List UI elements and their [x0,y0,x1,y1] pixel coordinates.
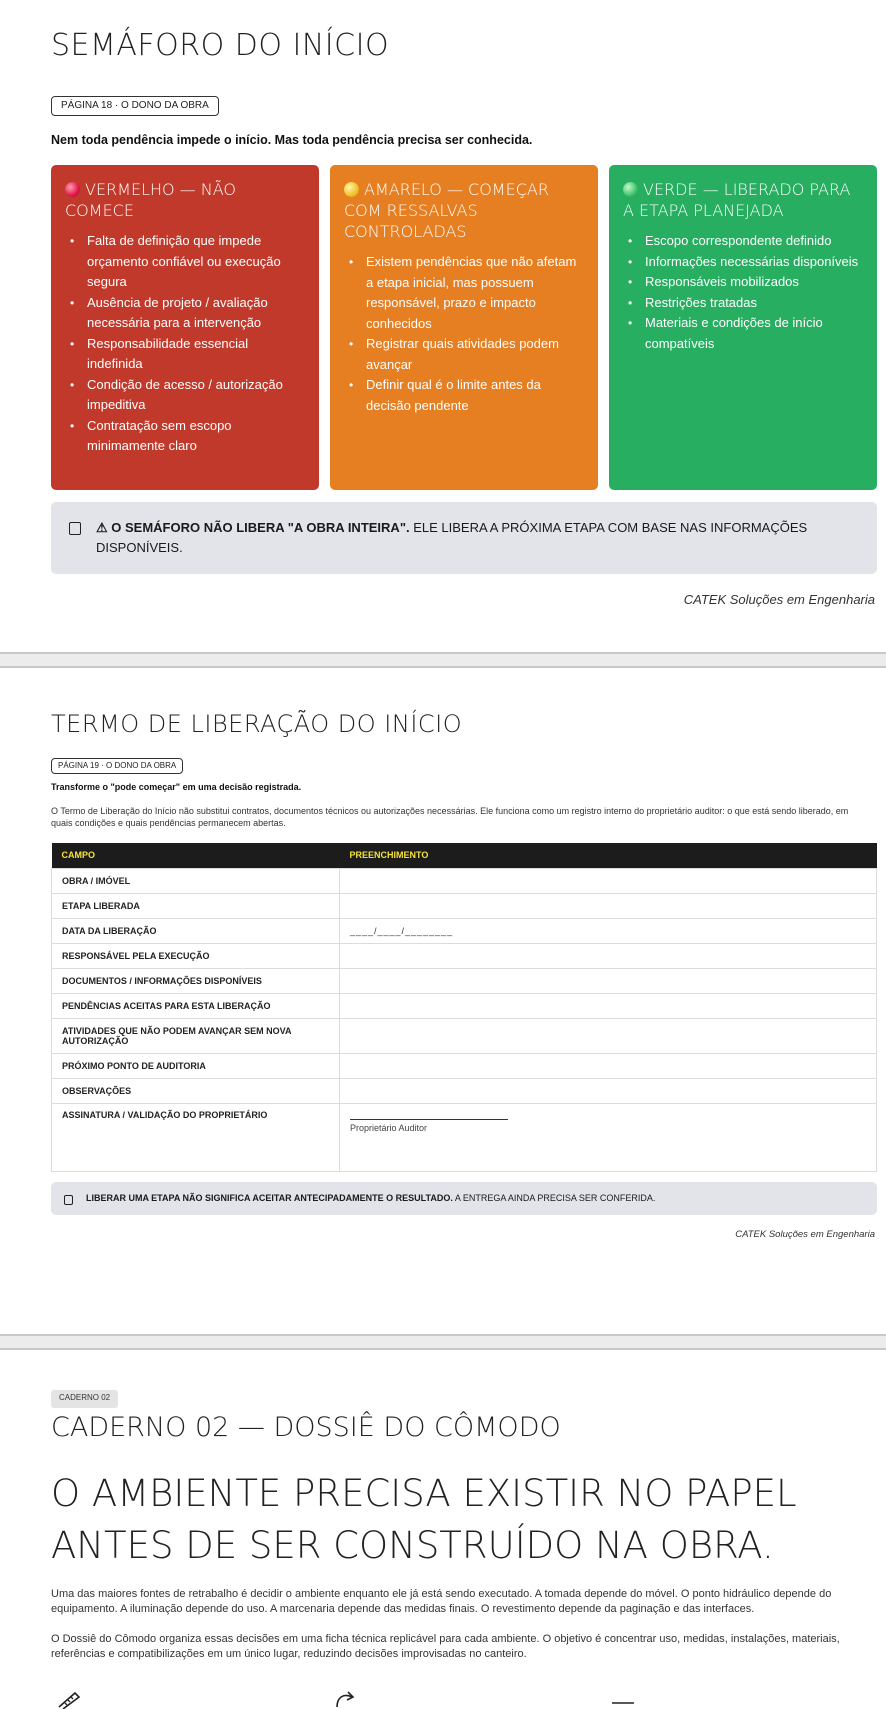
table-row [52,968,877,993]
warning-note [51,502,877,574]
field-label: PENDÊNCIAS ACEITAS PARA ESTA LIBERAÇÃO [52,993,340,1018]
page-caderno [0,1350,886,1709]
field-value[interactable] [340,1018,877,1053]
card-list [65,231,305,457]
card-list [623,231,863,354]
card-red [51,165,319,490]
card-title: AMARELO — COMEÇAR COM RESSALVAS CONTROLADAS [344,180,549,241]
green-light-icon [623,182,638,197]
field-label: DATA DA LIBERAÇÃO [52,918,340,943]
field-value[interactable] [340,918,877,943]
headline: O AMBIENTE PRECISA EXISTIR NO PAPEL ANTES DE SER CONSTRUÍDO NA OBRA. [51,1472,797,1567]
signature-field[interactable] [340,1103,877,1171]
menu-lines-icon [610,1689,636,1709]
list-item: • Registrar quais atividades podem avançar [344,334,584,375]
signature-line [350,1110,508,1120]
table-row [52,993,877,1018]
footer-brand: CATEK Soluções em Engenharia [683,592,875,607]
traffic-light-cards [51,165,877,490]
field-label: ETAPA LIBERADA [52,893,340,918]
field-label: OBSERVAÇÕES [52,1078,340,1103]
table-row [52,1053,877,1078]
table-row [52,893,877,918]
table-row [52,943,877,968]
page-title: TERMO DE LIBERAÇÃO DO INÍCIO [51,710,463,738]
section-badge: CADERNO 02 [51,1390,118,1408]
footer-brand: CATEK Soluções em Engenharia [735,1229,875,1240]
note-text: ELE LIBERA A PRÓXIMA ETAPA COM BASE NAS INFORMAÇÕES DISPONÍVEIS. [96,520,808,555]
note-strong-text: LIBERAR UMA ETAPA NÃO SIGNIFICA ACEITAR ANTECIPADAMENTE O RESULTADO. [86,1193,453,1203]
body-paragraph: Uma das maiores fontes de retrabalho é decidir o ambiente enquanto ele já está sendo executado. A tomada depende do móvel. O ponto hidráulico depende do equipamento. A iluminação depende do uso. A marcenaria depende das medidas finais. O revestimento depende da paginação e das interfaces. [51,1588,832,1615]
card-green [609,165,877,490]
list-item: • Falta de definição que impede orçamento confiável ou execução segura [65,231,305,293]
note-icon [69,522,81,535]
field-label: PRÓXIMO PONTO DE AUDITORIA [52,1053,340,1078]
warning-note [51,1182,877,1215]
intro-text: O Termo de Liberação do Início não substitui contratos, documentos técnicos ou autorizações necessárias. Ele funciona como um registro interno do proprietário auditor: o que está sendo liberado, em quais condições e quais pendências permanecem abertas. [51,806,849,828]
table-row [52,868,877,893]
lead-text: Nem toda pendência impede o início. Mas toda pendência precisa ser conhecida. [51,133,533,147]
page-divider [0,652,886,668]
card-list [344,252,584,416]
table-row [52,918,877,943]
table-row [52,1078,877,1103]
field-value[interactable] [340,943,877,968]
list-item: • Definir qual é o limite antes da decisão pendente [344,375,584,416]
note-icon [64,1195,73,1205]
date-blank: ____/____/________ [350,925,454,936]
lead-text: Transforme o "pode começar" em uma decisão registrada. [51,782,302,792]
field-value[interactable] [340,968,877,993]
field-label: RESPONSÁVEL PELA EXECUÇÃO [52,943,340,968]
table-row [52,1103,877,1171]
list-item: • Responsabilidade essencial indefinida [65,334,305,375]
field-label: ASSINATURA / VALIDAÇÃO DO PROPRIETÁRIO [52,1103,340,1171]
field-label: ATIVIDADES QUE NÃO PODEM AVANÇAR SEM NOVA AUTORIZAÇÃO [52,1018,340,1053]
list-item: • Ausência de projeto / avaliação necessária para a intervenção [65,293,305,334]
column-header: CAMPO [52,843,340,868]
note-strong-text: ⚠ O SEMÁFORO NÃO LIBERA "A OBRA INTEIRA". [96,520,410,535]
page-termo [0,668,886,1333]
field-value[interactable] [340,1078,877,1103]
list-item: • Existem pendências que não afetam a etapa inicial, mas possuem responsável, prazo e impacto conhecidos [344,252,584,334]
card-title: VERMELHO — NÃO COMECE [65,180,237,220]
field-label: OBRA / IMÓVEL [52,868,340,893]
list-item: • Responsáveis mobilizados [623,272,863,293]
list-item: • Escopo correspondente definido [623,231,863,252]
body-paragraph: O Dossiê do Cômodo organiza essas decisões em uma ficha técnica replicável para cada ambiente. O objetivo é concentrar uso, medidas, instalações, materiais, referências e compatibilizações em um único lugar, reduzindo decisões improvisadas no canteiro. [51,1633,840,1660]
list-item: • Condição de acesso / autorização impeditiva [65,375,305,416]
page-semaforo [0,0,886,652]
field-label: DOCUMENTOS / INFORMAÇÕES DISPONÍVEIS [52,968,340,993]
cycle-arrow-icon [332,1689,358,1709]
field-value[interactable] [340,993,877,1018]
card-yellow [330,165,598,490]
page-title: CADERNO 02 — DOSSIÊ DO CÔMODO [51,1412,561,1443]
page-pill: PÁGINA 19 · O DONO DA OBRA [51,758,183,774]
list-item: • Materiais e condições de início compatíveis [623,313,863,354]
field-value[interactable] [340,893,877,918]
list-item: • Informações necessárias disponíveis [623,252,863,273]
list-item: • Restrições tratadas [623,293,863,314]
page-pill: PÁGINA 18 · O DONO DA OBRA [51,96,219,116]
yellow-light-icon [344,182,359,197]
list-item: • Contratação sem escopo minimamente claro [65,416,305,457]
ruler-icon [56,1689,82,1709]
card-title: VERDE — LIBERADO PARA A ETAPA PLANEJADA [623,180,851,220]
column-header: PREENCHIMENTO [340,843,877,868]
release-form-table [51,843,877,1172]
note-text: A ENTREGA AINDA PRECISA SER CONFERIDA. [452,1193,656,1203]
field-value[interactable] [340,1053,877,1078]
field-value[interactable] [340,868,877,893]
page-divider [0,1334,886,1350]
table-row [52,1018,877,1053]
page-title: SEMÁFORO DO INÍCIO [51,28,390,63]
signature-label: Proprietário Auditor [350,1122,428,1133]
red-light-icon [65,182,80,197]
